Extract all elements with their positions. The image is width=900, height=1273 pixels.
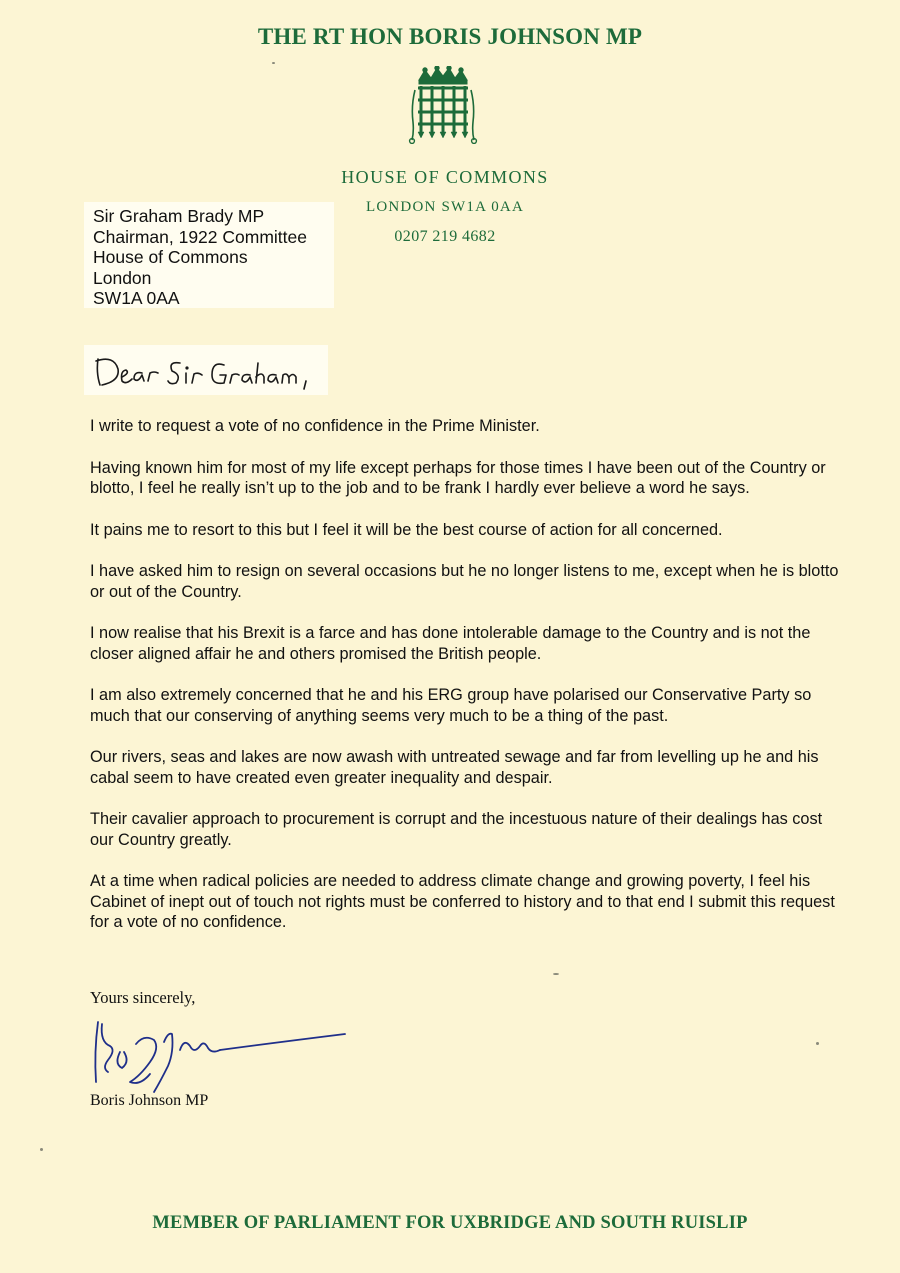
- handwritten-salutation: [84, 345, 328, 395]
- portcullis-icon: [405, 66, 481, 144]
- recipient-address-block: [84, 202, 334, 308]
- paper-speck: [553, 973, 559, 975]
- institution-phone: 0207 219 4682: [394, 228, 496, 245]
- body-paragraph: I have asked him to resign on several occasions but he no longer listens to me, except when he is blotto or out of the Country.: [90, 562, 839, 601]
- body-paragraph: Their cavalier approach to procurement is corrupt and the incestuous nature of their dealings has cost our Country greatly.: [90, 810, 823, 849]
- body-paragraph: I write to request a vote of no confidence in the Prime Minister.: [90, 417, 540, 435]
- closing-line: Yours sincerely,: [90, 988, 196, 1007]
- institution-name: HOUSE OF COMMONS: [341, 167, 549, 187]
- body-paragraph: It pains me to resort to this but I feel it will be the best course of action for all concerned.: [90, 520, 723, 539]
- recipient-line: House of Commons: [93, 247, 248, 267]
- letterhead-name: THE RT HON BORIS JOHNSON MP: [257, 24, 643, 49]
- signature: [80, 1012, 360, 1102]
- body-paragraph: I now realise that his Brexit is a farce and has done intolerable damage to the Country and is not the closer aligned affair he and others promised the British people.: [90, 624, 811, 663]
- salutation-handwriting: [84, 345, 328, 395]
- body-paragraph: Our rivers, seas and lakes are now awash with untreated sewage and far from levelling up he and his cabal seem to have created even greater inequality and despair.: [90, 748, 819, 787]
- recipient-line: Sir Graham Brady MP: [93, 206, 265, 226]
- recipient-line: London: [93, 267, 152, 288]
- letter-body: [90, 416, 850, 954]
- body-paragraph: I am also extremely concerned that he and his ERG group have polarised our Conservative Party so much that our conserving of anything seems very much to be a thing of the past.: [90, 686, 812, 725]
- paper-speck: [272, 62, 275, 64]
- body-paragraph: At a time when radical policies are needed to address climate change and growing poverty, I feel his Cabinet of inept out of touch not rights must be conferred to history and to that end I submit this request for a vote of no confidence.: [90, 872, 835, 931]
- paper-speck: [816, 1042, 819, 1045]
- body-paragraph: Having known him for most of my life except perhaps for those times I have been out of the Country or blotto, I feel he really isn’t up to the job and to be frank I hardly ever believe a word he says.: [90, 458, 826, 497]
- letterhead-footer: MEMBER OF PARLIAMENT FOR UXBRIDGE AND SOUTH RUISLIP: [152, 1213, 748, 1233]
- recipient-line: SW1A 0AA: [93, 288, 180, 308]
- institution-address: LONDON SW1A 0AA: [366, 199, 524, 215]
- paper-speck: [40, 1148, 43, 1151]
- signer-name: Boris Johnson MP: [90, 1092, 209, 1109]
- recipient-line: Chairman, 1922 Committee: [93, 226, 307, 247]
